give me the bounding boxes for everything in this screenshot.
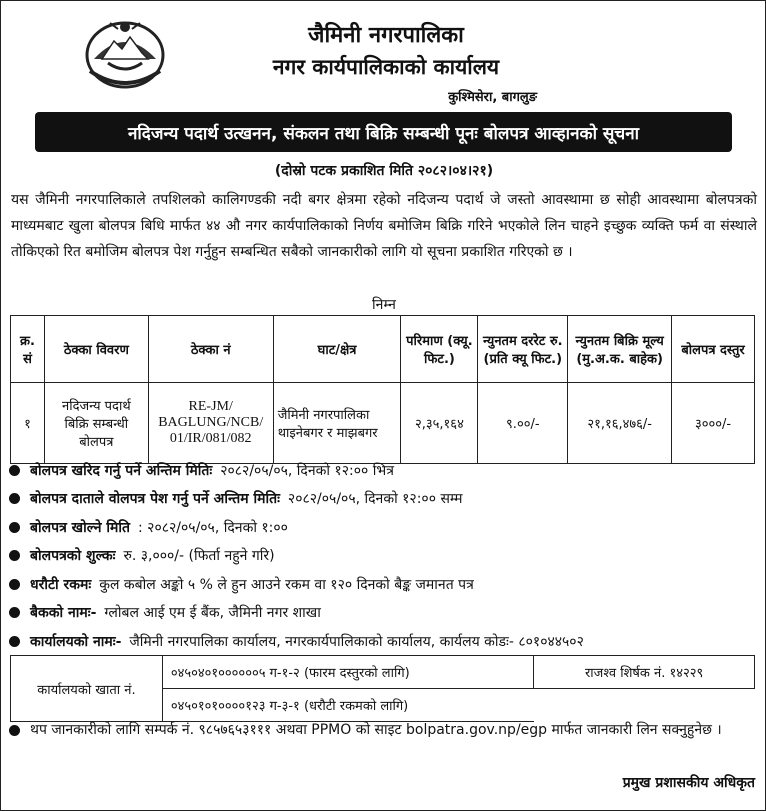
list-item	[9, 627, 759, 656]
table-row	[11, 656, 755, 689]
nepal-emblem-icon	[84, 15, 166, 89]
table-caption: निम्न	[372, 297, 396, 313]
item-value: ग्लोबल आई एम ई बैंक, जैमिनी नगर शाखा	[104, 605, 321, 622]
list-item	[9, 456, 759, 485]
item-label: बोलपत्रको शुल्कः	[30, 548, 116, 565]
item-value: जैमिनी नगरपालिका कार्यालय, नगरकार्यपालिकाको कार्यालय, कार्यलय कोडः- ८०१०४४५०२	[129, 633, 584, 650]
account-label: कार्यालयको खाता नं.	[11, 656, 163, 722]
details-list	[9, 456, 759, 656]
cell-area: जैमिनी नगरपालिका थाइनेबगर र माझबगर	[273, 383, 401, 464]
contact-note	[9, 716, 759, 744]
item-value: २०८२/०५/०५, दिनको १२:०० सम्म	[287, 491, 463, 508]
item-label: बोलपत्र खोल्ने मिति	[30, 519, 130, 536]
org-name: जैमिनी नगरपालिका	[308, 23, 464, 48]
col-header-contract-no: ठेक्का नं	[148, 316, 273, 383]
table-row	[11, 383, 755, 464]
bullet-icon	[9, 465, 20, 476]
col-header-description: ठेक्का विवरण	[44, 316, 148, 383]
item-label: बोलपत्र दाताले वोलपत्र पेश गर्नु पर्ने अन्तिम मितिः	[30, 491, 280, 508]
notice-title-text: नदिजन्य पदार्थ उत्खनन, संकलन तथा बिक्रि सम्बन्धी पूनः बोलपत्र आव्हानको सूचना	[127, 123, 640, 144]
item-label: बैकको नामः-	[30, 605, 97, 622]
cell-min-rate: ९.००/-	[478, 383, 568, 464]
item-label: धरौटी रकमः	[30, 576, 92, 593]
notice-title	[35, 112, 732, 152]
col-header-quantity: परिमाण (क्यू. फिट.)	[401, 316, 478, 383]
account-number-fee: ०४५०४०१००००००५ ग-१-२ (फारम दस्तुरको लागि)	[162, 656, 533, 689]
account-number-deposit: ०४५०१०१००००१२३ ग-३-१ (धरौटी रकमको लागि)	[162, 689, 533, 722]
cell-description: नदिजन्य पदार्थ बिक्रि सम्बन्धी बोलपत्र	[44, 383, 148, 464]
bullet-icon	[9, 522, 20, 533]
col-header-fee: बोलपत्र दस्तुर	[672, 316, 755, 383]
office-location: कुश्मिसेरा, बागलुङ	[448, 90, 537, 105]
cell-contract-no: RE-JM/ BAGLUNG/NCB/ 01/IR/081/082	[148, 383, 273, 464]
list-item	[9, 570, 759, 599]
col-header-min-price: न्युनतम बिक्रि मूल्य (मु.अ.क. बाहेक)	[568, 316, 672, 383]
tender-table	[10, 315, 755, 464]
col-header-sn: क्र. सं	[11, 316, 45, 383]
cell-sn: १	[11, 383, 45, 464]
cell-min-price: २१,१६,४७६/-	[568, 383, 672, 464]
list-item	[9, 542, 759, 571]
bullet-icon	[9, 579, 20, 590]
list-item	[9, 513, 759, 542]
bullet-icon	[9, 550, 20, 561]
item-value: रु. ३,०००/- (फिर्ता नहुने गरि)	[123, 548, 275, 565]
table-header-row	[11, 316, 755, 383]
intro-paragraph: यस जैमिनी नगरपालिकाले तपशिलको कालिगण्डकी नदी बगर क्षेत्रमा रहेको नदिजन्य पदार्थ जे जस्तो आवस्थामा छ सोही आवस्थामा बोलपत्रको माध्यमबाट खुला बोलपत्र बिधि मार्फत ४४ औ नगर कार्यपालिकाको निर्णय बमोजिम बिक्रि गरिने भएकोले लिन चाहने इच्छुक व्यक्ति फर्म वा संस्थाले तोकिएको रित बमोजिम बोलपत्र पेश गर्नुहुन सम्बन्धित सबैको जानकारीको लागि यो सूचना प्रकाशित गरिएको छ ।	[11, 192, 757, 260]
bullet-icon	[9, 636, 20, 647]
account-table	[10, 655, 755, 722]
revenue-head: राजश्व शिर्षक नं. १४२२९	[534, 656, 755, 689]
col-header-area: घाट/क्षेत्र	[273, 316, 401, 383]
bullet-icon	[9, 607, 20, 618]
item-value: कुल कबोल अङ्को ५ % ले हुन आउने रकम वा १२० दिनको बैङ्क जमानत पत्र	[99, 576, 474, 593]
col-header-min-rate: न्युनतम दररेट रु. (प्रति क्यू फिट.)	[478, 316, 568, 383]
cell-fee: ३०००/-	[672, 383, 755, 464]
list-item	[9, 599, 759, 628]
item-label: कार्यालयको नामः-	[30, 633, 122, 650]
contact-note-text: थप जानकारीको लागि सम्पर्क नं. ९८५७६५३१११ अथवा PPMO को साइट bolpatra.gov.np/egp मार्फत जानकारी लिन सक्नुहुनेछ ।	[30, 722, 722, 738]
bullet-icon	[9, 493, 20, 504]
list-item	[9, 485, 759, 514]
cell-quantity: २,३५,१६४	[401, 383, 478, 464]
bullet-icon	[9, 725, 20, 736]
item-label: बोलपत्र खरिद गर्नु पर्ने अन्तिम मितिः	[30, 462, 213, 479]
office-name: नगर कार्यपालिकाको कार्यालय	[272, 55, 500, 79]
item-value: २०८२/०५/०५, दिनको १२:०० भित्र	[220, 462, 394, 479]
signatory: प्रमुख प्रशासकीय अधिकृत	[622, 775, 755, 791]
publication-date: (दोस्रो पटक प्रकाशित मिति २०८२।०४।२१)	[274, 163, 494, 179]
item-value: : २०८२/०५/०५, दिनको १:००	[138, 519, 288, 536]
